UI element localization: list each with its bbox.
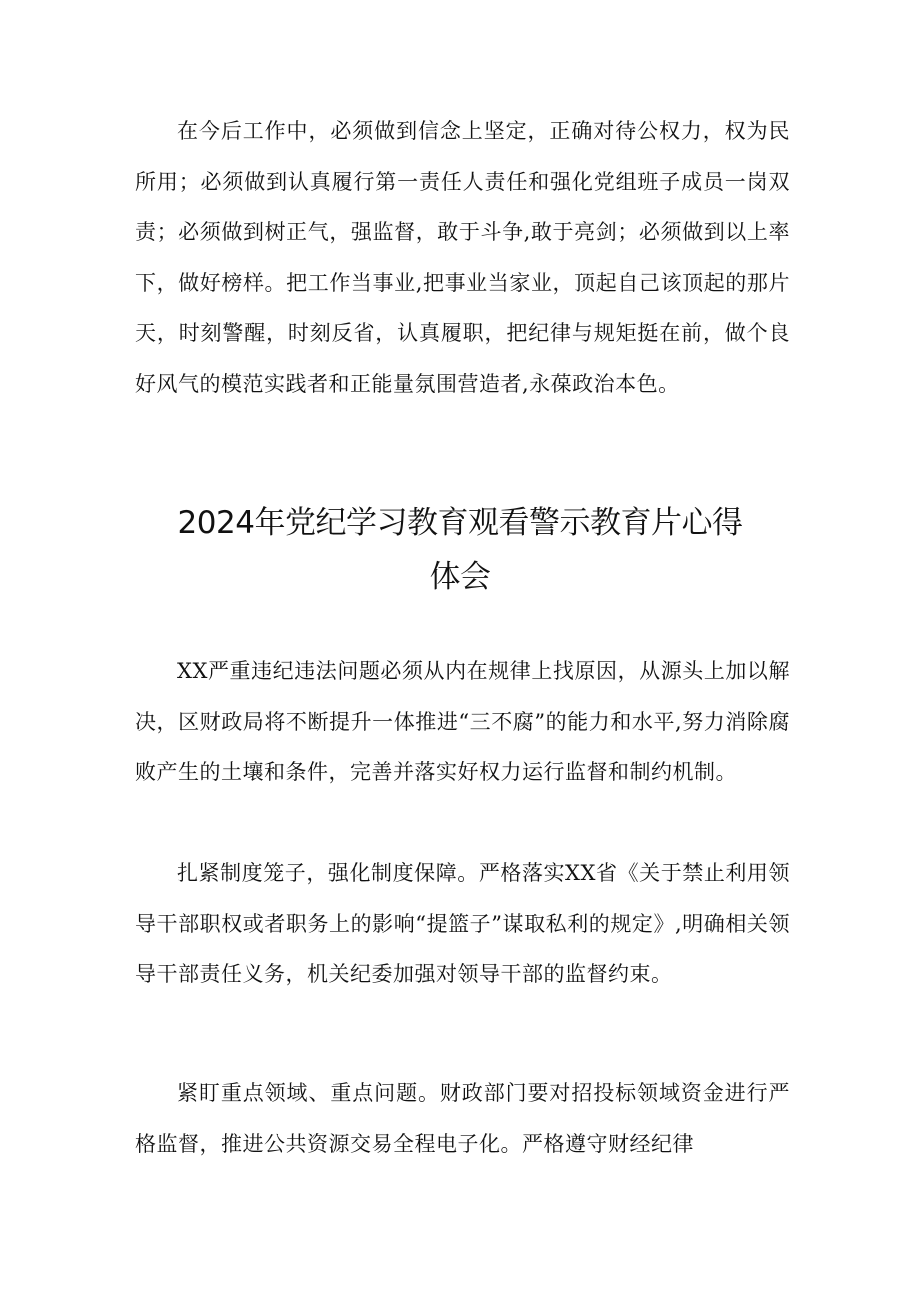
document-title (110, 496, 810, 604)
title-line-1: 2024年党纪学习教育观看警示教育片心得 (177, 505, 743, 541)
paragraph-system-guarantee: 扎紧制度笼子，强化制度保障。严格落实XX省《关于禁止利用领导干部职权或者职务上的影响“提篮子”谋取私利的规定》,明确相关领导干部责任义务，机关纪委加强对领导干部的监督约束。 (135, 861, 790, 986)
paragraph-work-commitment: 在今后工作中，必须做到信念上坚定，正确对待公权力，权为民所用；必须做到认真履行第一责任人责任和强化党组班子成员一岗双责；必须做到树正气，强监督，敢于斗争,敢于亮剑；必须做到以上率下，做好榜样。把工作当事业,把事业当家业，顶起自己该顶起的那片天，时刻警醒，时刻反省，认真履职，把纪律与规矩挺在前，做个良好风气的模范实践者和正能量氛围营造者,永葆政治本色。 (135, 119, 790, 396)
title-line-2: 体会 (429, 559, 491, 595)
paragraph-root-cause: XX严重违纪违法问题必须从内在规律上找原因，从源头上加以解决，区财政局将不断提升一体推进“三不腐”的能力和水平,努力消除腐败产生的土壤和条件，完善并落实好权力运行监督和制约机制。 (135, 659, 790, 784)
paragraph-key-areas: 紧盯重点领域、重点问题。财政部门要对招投标领域资金进行严格监督，推进公共资源交易全程电子化。严格遵守财经纪律 (135, 1081, 790, 1156)
